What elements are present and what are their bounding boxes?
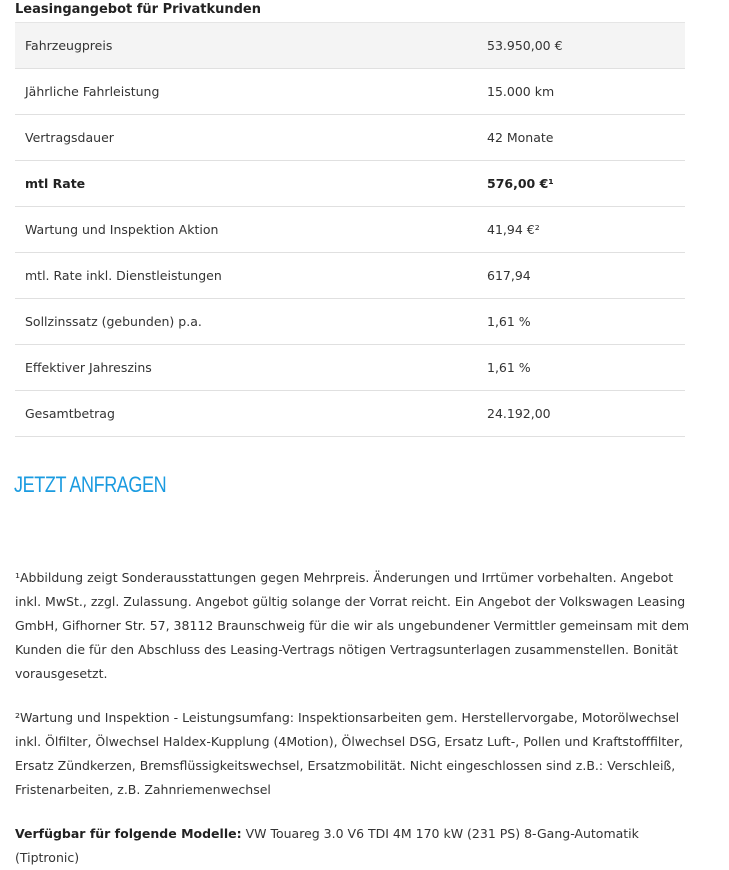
table-row-jahreszins <box>15 345 685 391</box>
available-models <box>15 822 690 870</box>
row-value: 42 Monate <box>487 130 554 145</box>
table-row-fahrleistung <box>15 69 685 115</box>
row-value: 41,94 €² <box>487 222 540 237</box>
row-label: Sollzinssatz (gebunden) p.a. <box>25 314 202 329</box>
table-row-wartung <box>15 207 685 253</box>
table-row-rate-inkl <box>15 253 685 299</box>
available-models-text: VW Touareg 3.0 V6 TDI 4M 170 kW (231 PS) 8-Gang-Automatik (Tiptronic) <box>15 826 639 865</box>
row-label: mtl. Rate inkl. Dienstleistungen <box>25 268 222 283</box>
row-value: 24.192,00 <box>487 406 551 421</box>
row-value: 1,61 % <box>487 314 531 329</box>
row-label: Jährliche Fahrleistung <box>25 84 160 99</box>
row-value: 15.000 km <box>487 84 555 99</box>
table-row-gesamtbetrag <box>15 391 685 437</box>
offer-table-title: Leasingangebot für Privatkunden <box>15 2 261 17</box>
row-value: 576,00 €¹ <box>487 176 554 191</box>
table-row-sollzinssatz <box>15 299 685 345</box>
row-value: 617,94 <box>487 268 531 283</box>
footnote-2: ²Wartung und Inspektion - Leistungsumfang: Inspektionsarbeiten gem. Herstellervorgabe, Motorölwechsel inkl. Ölfilter, Ölwechsel Haldex-Kupplung (4Motion), Ölwechsel DSG, Ersatz Luft-, Pollen und Kraftstofffilter, Ersatz Zündkerzen, Bremsflüssigkeitswechsel, Ersatzmobilität. Nicht eingeschlossen sind z.B.: Verschleiß, Fristenarbeiten, z.B. Zahnriemenwechsel <box>15 710 684 797</box>
row-label: Vertragsdauer <box>25 130 114 145</box>
request-offer-link[interactable]: JETZT ANFRAGEN <box>14 472 167 497</box>
table-row-vertragsdauer <box>15 115 685 161</box>
row-value: 1,61 % <box>487 360 531 375</box>
row-label: Fahrzeugpreis <box>25 38 113 53</box>
table-row-fahrzeugpreis <box>15 23 685 69</box>
table-row-mtl-rate <box>15 161 685 207</box>
footnote-1: ¹Abbildung zeigt Sonderausstattungen gegen Mehrpreis. Änderungen und Irrtümer vorbehalten. Angebot inkl. MwSt., zzgl. Zulassung. Angebot gültig solange der Vorrat reicht. Ein Angebot der Volkswagen Leasing GmbH, Gifhorner Str. 57, 38112 Braunschweig für die wir als ungebundener Vermittler gemeinsam mit dem Kunden die für den Abschluss des Leasing-Vertrags nötigen Vertragsunterlagen zusammenstellen. Bonität vorausgesetzt. <box>15 570 690 681</box>
row-label: Wartung und Inspektion Aktion <box>25 222 219 237</box>
row-label: mtl Rate <box>25 176 86 191</box>
available-models-label: Verfügbar für folgende Modelle: <box>15 826 242 841</box>
row-label: Gesamtbetrag <box>25 406 115 421</box>
offer-table <box>15 22 685 437</box>
row-label: Effektiver Jahreszins <box>25 360 152 375</box>
row-value: 53.950,00 € <box>487 38 563 53</box>
